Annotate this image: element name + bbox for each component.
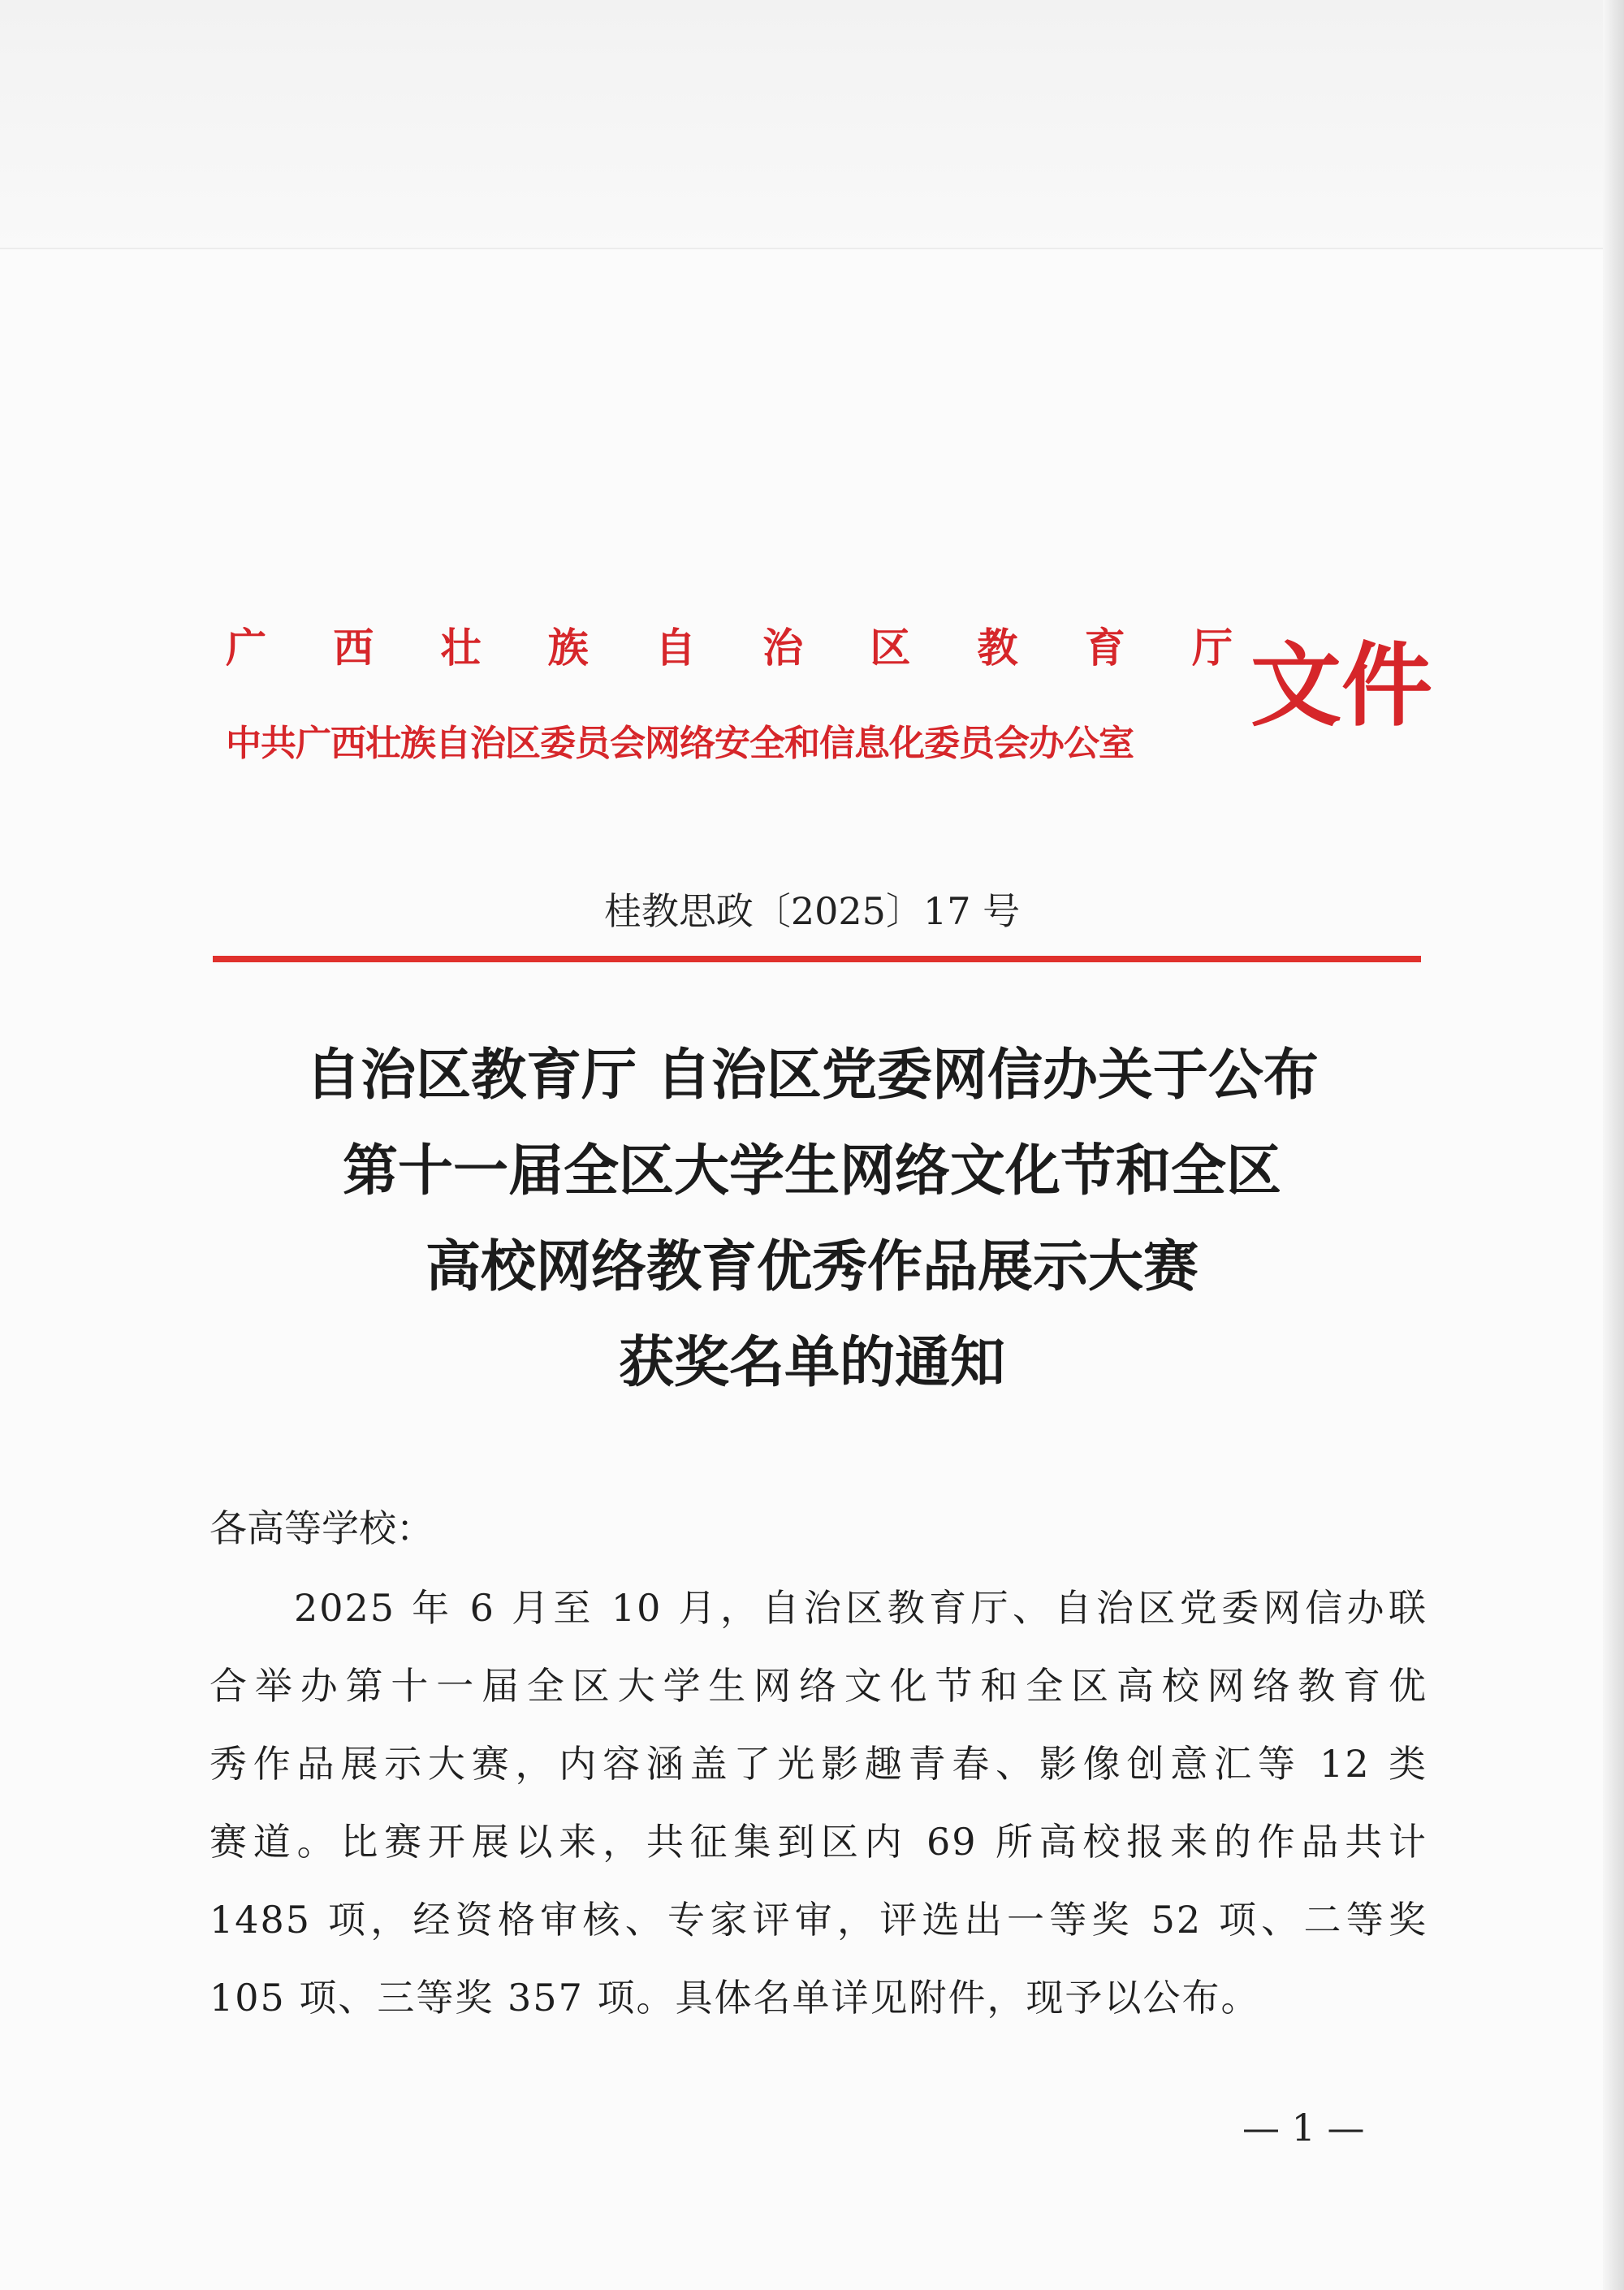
page-number: — 1 — — [1242, 2106, 1365, 2150]
title-line: 自治区教育厅 自治区党委网信办关于公布 — [305, 1043, 1319, 1108]
body-line: 合举办第十一届全区大学生网络文化节和全区高校网络教育优 — [209, 1664, 1427, 1708]
issuer-char: 区 — [870, 624, 911, 672]
issuer-char: 自 — [654, 624, 696, 672]
body-paragraph — [209, 1569, 1427, 2037]
body-line: 赛道。比赛开展以来，共征集到区内 69 所高校报来的作品共计 — [209, 1820, 1427, 1864]
title-line: 高校网络教育优秀作品展示大赛 — [425, 1234, 1199, 1299]
body-line: 2025 年 6 月至 10 月，自治区教育厅、自治区党委网信办联 — [294, 1586, 1427, 1630]
body-line: 秀作品展示大赛，内容涵盖了光影趣青春、影像创意汇等 12 类 — [209, 1742, 1427, 1786]
title-line: 获奖名单的通知 — [618, 1330, 1005, 1395]
salutation: 各高等学校： — [209, 1506, 434, 1550]
issuer-char: 育 — [1084, 624, 1125, 672]
issuer-char: 西 — [333, 624, 374, 672]
document-type-label: 文件 — [1250, 633, 1432, 739]
issuer-char: 厅 — [1191, 624, 1233, 672]
issuer-char: 族 — [547, 624, 589, 672]
issuer-education-department — [226, 624, 1233, 672]
issuer-char: 治 — [762, 624, 804, 672]
notice-title — [162, 1027, 1462, 1411]
issuer-char: 广 — [226, 624, 266, 672]
body-line: 1485 项，经资格审核、专家评审，评选出一等奖 52 项、二等奖 — [209, 1898, 1427, 1942]
issuer-char: 壮 — [440, 624, 482, 672]
document-number: 桂教思政〔2025〕17 号 — [603, 889, 1021, 933]
issuer-char: 教 — [977, 624, 1018, 672]
body-line: 105 项、三等奖 357 项。具体名单详见附件，现予以公布。 — [209, 1976, 1260, 2020]
red-separator-line — [213, 956, 1421, 962]
issuer-cyberspace-office: 中共广西壮族自治区委员会网络安全和信息化委员会办公室 — [226, 723, 1134, 764]
title-line: 第十一届全区大学生网络文化节和全区 — [342, 1139, 1281, 1203]
